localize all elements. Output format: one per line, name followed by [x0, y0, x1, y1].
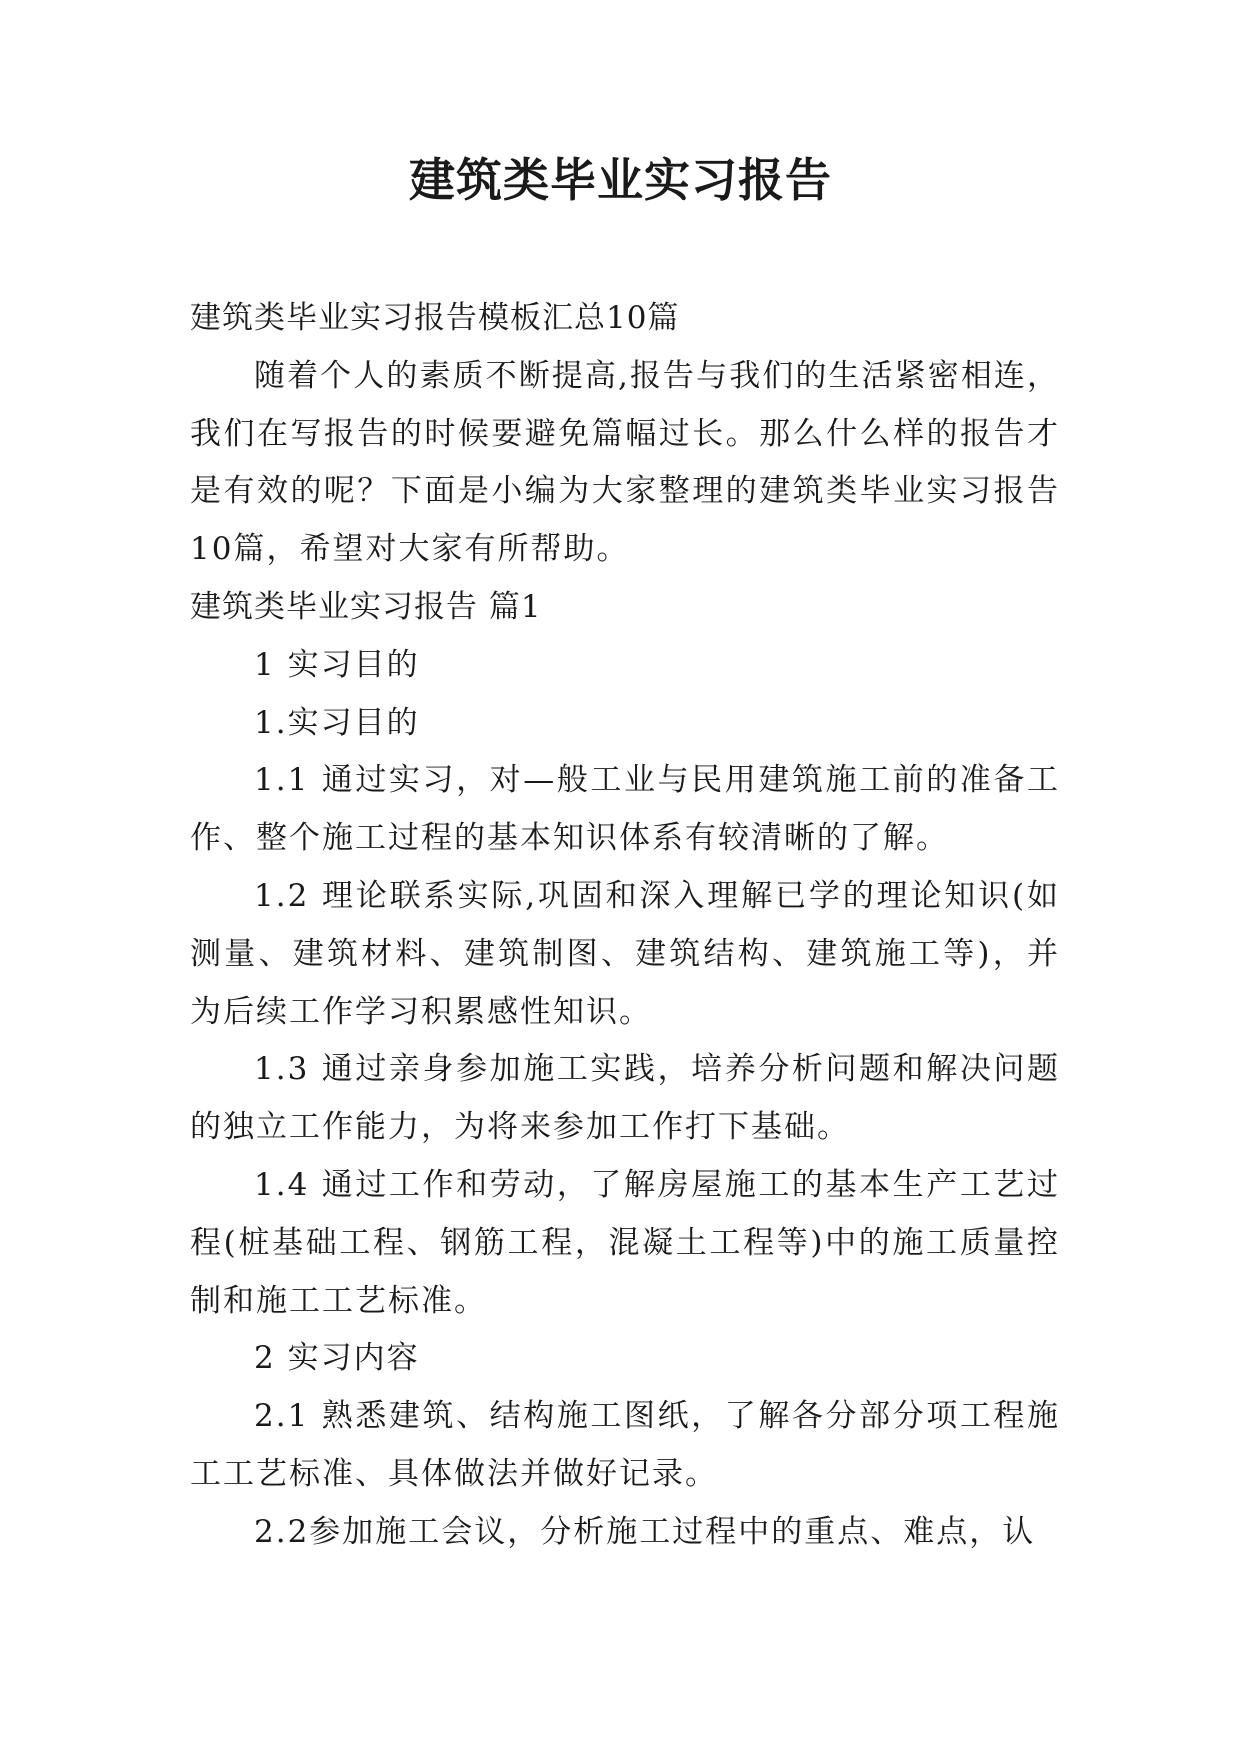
- document-body: [190, 290, 1060, 1562]
- intro-paragraph: 随着个人的素质不断提高,报告与我们的生活紧密相连，我们在写报告的时候要避免篇幅过长。那么什么样的报告才是有效的呢？下面是小编为大家整理的建筑类毕业实习报告10篇，希望对大家有所帮助。: [190, 357, 1060, 568]
- body-paragraph: 1.4 通过工作和劳动，了解房屋施工的基本生产工艺过程(桩基础工程、钢筋工程，混凝土工程等)中的施工质量控制和施工工艺标准。: [190, 1166, 1060, 1319]
- section-heading: 建筑类毕业实习报告 篇1: [190, 588, 542, 625]
- body-paragraph: 1.3 通过亲身参加施工实践，培养分析问题和解决问题的独立工作能力，为将来参加工作打下基础。: [190, 1051, 1060, 1146]
- document-title: 建筑类毕业实习报告: [409, 153, 832, 207]
- body-paragraph: 2 实习内容: [254, 1340, 420, 1377]
- body-paragraph: 1.1 通过实习，对—般工业与民用建筑施工前的准备工作、整个施工过程的基本知识体系有较清晰的了解。: [190, 762, 1060, 857]
- body-paragraph: 1.2 理论联系实际,巩固和深入理解已学的理论知识(如测量、建筑材料、建筑制图、建筑结构、建筑施工等)，并为后续工作学习积累感性知识。: [190, 877, 1060, 1030]
- body-paragraph: 2.1 熟悉建筑、结构施工图纸，了解各分部分项工程施工工艺标准、具体做法并做好记录。: [190, 1398, 1060, 1492]
- body-paragraph: 1 实习目的: [254, 646, 420, 683]
- subtitle-line: 建筑类毕业实习报告模板汇总10篇: [190, 300, 680, 336]
- body-paragraph: 2.2参加施工会议，分析施工过程中的重点、难点，认: [254, 1513, 1036, 1550]
- body-paragraph: 1.实习目的: [254, 704, 420, 741]
